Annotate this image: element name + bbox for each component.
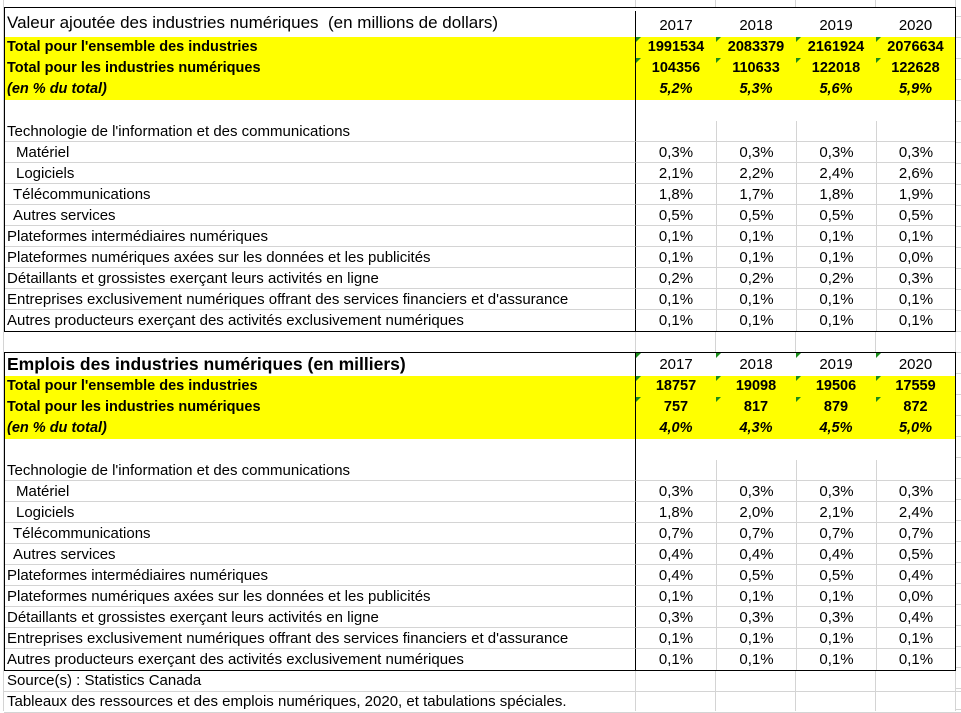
error-indicator-icon	[636, 37, 641, 42]
row-label[interactable]: Détaillants et grossistes exerçant leurs activités en ligne	[5, 607, 636, 628]
table-row	[5, 502, 955, 523]
cell-value[interactable]: 0,7%	[716, 523, 796, 544]
cell-value: 17559	[895, 378, 936, 394]
cell-value: 18757	[655, 378, 697, 394]
cell-value[interactable]: 0,1%	[636, 586, 716, 607]
section-label[interactable]: Technologie de l'information et des communications	[5, 121, 636, 142]
cell-value[interactable]: 5,0%	[898, 420, 933, 436]
row-label[interactable]: (en % du total)	[5, 79, 636, 100]
row-label[interactable]: Télécommunications	[5, 523, 636, 544]
empty-cell[interactable]	[716, 460, 796, 481]
table-title[interactable]: Emplois des industries numériques (en milliers)	[5, 353, 636, 376]
empty-cell[interactable]	[636, 100, 716, 121]
error-indicator-icon	[636, 353, 641, 358]
cell-value[interactable]: 2,0%	[716, 502, 796, 523]
error-indicator-icon	[876, 376, 881, 381]
error-indicator-icon	[876, 37, 881, 42]
cell[interactable]	[796, 37, 876, 58]
cell-value[interactable]: 0,3%	[876, 142, 955, 163]
cell-value[interactable]: 0,3%	[636, 607, 716, 628]
cell[interactable]	[716, 37, 796, 58]
cell-value[interactable]: 2,4%	[876, 502, 955, 523]
empty-cell[interactable]	[876, 439, 955, 460]
cell-value[interactable]: 0,7%	[636, 523, 716, 544]
table-row	[5, 628, 955, 649]
cell-value[interactable]: 0,1%	[796, 289, 876, 310]
cell-value[interactable]: 1,8%	[636, 502, 716, 523]
cell-value[interactable]: 0,3%	[796, 142, 876, 163]
cell-value[interactable]: 5,3%	[739, 81, 773, 97]
cell-value[interactable]: 0,1%	[876, 310, 955, 331]
section-row	[5, 121, 955, 142]
table-row	[5, 247, 955, 268]
cell-value[interactable]: 0,3%	[716, 607, 796, 628]
cell-value[interactable]: 0,1%	[796, 226, 876, 247]
cell-value[interactable]: 2,1%	[636, 163, 716, 184]
cell-value[interactable]: 2,6%	[876, 163, 955, 184]
year-label: 2017	[659, 356, 693, 373]
empty-cell[interactable]	[796, 100, 876, 121]
empty-row	[5, 439, 955, 460]
cell-value: 19098	[735, 378, 777, 394]
cell-value[interactable]: 0,4%	[636, 544, 716, 565]
cell[interactable]	[796, 58, 876, 79]
table-row	[5, 184, 955, 205]
percent-row	[5, 418, 955, 439]
table-row	[5, 205, 955, 226]
cell-value[interactable]: 0,3%	[716, 481, 796, 502]
cell-value[interactable]: 0,3%	[636, 142, 716, 163]
row-label[interactable]: Logiciels	[5, 502, 636, 523]
cell-value[interactable]: 0,0%	[876, 247, 955, 268]
cell-value[interactable]: 2,2%	[716, 163, 796, 184]
cell-value[interactable]: 0,5%	[716, 205, 796, 226]
error-indicator-icon	[716, 58, 721, 63]
cell-value[interactable]: 4,3%	[739, 420, 773, 436]
empty-cell[interactable]	[716, 439, 796, 460]
empty-cell[interactable]	[716, 121, 796, 142]
table-header-row	[5, 8, 955, 37]
error-indicator-icon	[876, 397, 881, 402]
cell[interactable]	[636, 58, 716, 79]
cell-value[interactable]: 0,1%	[796, 649, 876, 670]
year-label: 2019	[819, 356, 853, 373]
empty-row	[5, 100, 955, 121]
row-label[interactable]: Entreprises exclusivement numériques offrant des services financiers et d'assurance	[5, 289, 636, 310]
row-label[interactable]: Autres services	[5, 544, 636, 565]
table-row	[5, 289, 955, 310]
cell-value[interactable]: 0,4%	[876, 565, 955, 586]
cell-value[interactable]: 1,8%	[796, 184, 876, 205]
cell[interactable]	[876, 397, 955, 418]
year-header[interactable]: 2019	[819, 17, 853, 34]
table-row	[5, 586, 955, 607]
empty-cell[interactable]	[876, 121, 955, 142]
empty-cell[interactable]	[636, 121, 716, 142]
cell-value[interactable]: 0,1%	[636, 628, 716, 649]
table-row	[5, 565, 955, 586]
error-indicator-icon	[636, 397, 641, 402]
cell-value[interactable]: 1,8%	[636, 184, 716, 205]
cell-value: 122018	[811, 60, 861, 76]
cell-value[interactable]: 0,1%	[716, 649, 796, 670]
table-row	[5, 163, 955, 184]
cell[interactable]	[876, 58, 955, 79]
cell-value[interactable]: 0,1%	[796, 586, 876, 607]
cell-value[interactable]: 2,1%	[796, 502, 876, 523]
row-label[interactable]: Matériel	[5, 481, 636, 502]
row-label[interactable]: Autres producteurs exerçant des activités exclusivement numériques	[5, 649, 636, 670]
row-label[interactable]: Logiciels	[5, 163, 636, 184]
row-label[interactable]: Matériel	[5, 142, 636, 163]
cell-value[interactable]: 0,3%	[796, 607, 876, 628]
cell-value: 2161924	[807, 39, 865, 55]
row-label[interactable]: (en % du total)	[5, 418, 636, 439]
table-row	[5, 481, 955, 502]
error-indicator-icon	[716, 37, 721, 42]
cell-value[interactable]: 4,0%	[659, 420, 693, 436]
cell-value[interactable]: 1,9%	[876, 184, 955, 205]
section-label[interactable]: Technologie de l'information et des communications	[5, 460, 636, 481]
empty-cell[interactable]	[796, 121, 876, 142]
employment-table	[4, 352, 956, 671]
cell-value[interactable]: 0,1%	[636, 289, 716, 310]
error-indicator-icon	[796, 376, 801, 381]
empty-cell[interactable]	[636, 439, 716, 460]
error-indicator-icon	[796, 397, 801, 402]
cell-value[interactable]: 0,4%	[796, 544, 876, 565]
cell[interactable]	[716, 376, 796, 397]
cell-value[interactable]: 0,1%	[716, 247, 796, 268]
row-label[interactable]: Total pour l'ensemble des industries	[5, 37, 636, 58]
year-label: 2018	[739, 356, 773, 373]
cell-value[interactable]: 0,1%	[716, 310, 796, 331]
error-indicator-icon	[716, 376, 721, 381]
cell-value[interactable]: 0,3%	[876, 481, 955, 502]
cell-value[interactable]: 0,7%	[876, 523, 955, 544]
cell-value[interactable]: 0,1%	[636, 226, 716, 247]
cell-value[interactable]: 0,1%	[716, 628, 796, 649]
empty-cell[interactable]	[796, 460, 876, 481]
cell[interactable]	[876, 37, 955, 58]
cell-value[interactable]: 0,1%	[796, 310, 876, 331]
percent-row	[5, 79, 955, 100]
cell-value[interactable]: 0,3%	[796, 481, 876, 502]
cell-value[interactable]: 0,1%	[796, 247, 876, 268]
row-label[interactable]: Plateformes numériques axées sur les données et les publicités	[5, 586, 636, 607]
empty-cell[interactable]	[5, 100, 636, 121]
cell[interactable]	[636, 397, 716, 418]
cell-value[interactable]: 0,1%	[876, 226, 955, 247]
cell[interactable]	[636, 37, 716, 58]
cell-value[interactable]: 0,1%	[876, 289, 955, 310]
cell[interactable]	[796, 376, 876, 397]
table-header-row	[5, 353, 955, 376]
empty-cell[interactable]	[876, 460, 955, 481]
row-label[interactable]: Plateformes intermédiaires numériques	[5, 226, 636, 247]
cell-value[interactable]: 0,3%	[636, 481, 716, 502]
cell-value[interactable]: 0,5%	[796, 205, 876, 226]
cell-value[interactable]: 0,2%	[716, 268, 796, 289]
cell-value[interactable]: 5,2%	[659, 81, 693, 97]
cell-value: 1991534	[647, 39, 705, 55]
error-indicator-icon	[876, 353, 881, 358]
empty-cell[interactable]	[796, 439, 876, 460]
year-header[interactable]	[716, 353, 796, 376]
cell[interactable]	[716, 397, 796, 418]
row-label[interactable]: Total pour les industries numériques	[5, 397, 636, 418]
year-header[interactable]: 2017	[659, 17, 693, 34]
total-row	[5, 397, 955, 418]
cell-value: 817	[743, 399, 769, 415]
cell-value: 757	[663, 399, 689, 415]
empty-cell[interactable]	[876, 100, 955, 121]
cell[interactable]	[716, 58, 796, 79]
cell-value[interactable]: 5,9%	[898, 81, 933, 97]
row-label[interactable]: Plateformes numériques axées sur les données et les publicités	[5, 247, 636, 268]
cell-value[interactable]: 0,2%	[636, 268, 716, 289]
cell-value[interactable]: 1,7%	[716, 184, 796, 205]
empty-cell[interactable]	[5, 439, 636, 460]
cell-value[interactable]: 0,1%	[636, 247, 716, 268]
total-row	[5, 37, 955, 58]
cell-value[interactable]: 0,1%	[716, 586, 796, 607]
cell-value[interactable]: 0,4%	[716, 544, 796, 565]
source-detail-note[interactable]: Tableaux des ressources et des emplois numériques, 2020, et tabulations spéciales.	[4, 692, 961, 713]
error-indicator-icon	[796, 37, 801, 42]
section-row	[5, 460, 955, 481]
cell-value[interactable]: 2,4%	[796, 163, 876, 184]
cell-value[interactable]: 0,5%	[876, 205, 955, 226]
table-row	[5, 649, 955, 670]
cell-value[interactable]: 0,5%	[876, 544, 955, 565]
table-row	[5, 310, 955, 331]
cell[interactable]	[796, 397, 876, 418]
cell-value[interactable]: 4,5%	[819, 420, 853, 436]
cell-value[interactable]: 0,3%	[876, 268, 955, 289]
row-label[interactable]: Autres producteurs exerçant des activités exclusivement numériques	[5, 310, 636, 331]
cell-value[interactable]: 0,5%	[796, 565, 876, 586]
cell-value: 122628	[891, 60, 940, 76]
cell[interactable]	[876, 376, 955, 397]
total-row	[5, 376, 955, 397]
table-row	[5, 268, 955, 289]
table-row	[5, 607, 955, 628]
row-label[interactable]: Télécommunications	[5, 184, 636, 205]
value-added-table	[4, 7, 956, 332]
cell-value: 104356	[651, 60, 701, 76]
year-header[interactable]: 2020	[898, 17, 933, 34]
error-indicator-icon	[636, 376, 641, 381]
cell-value[interactable]: 0,1%	[716, 289, 796, 310]
table-row	[5, 523, 955, 544]
year-header[interactable]	[796, 353, 876, 376]
error-indicator-icon	[796, 58, 801, 63]
cell-value[interactable]: 0,1%	[658, 312, 694, 329]
cell-value[interactable]: 0,1%	[716, 226, 796, 247]
error-indicator-icon	[716, 353, 721, 358]
table-row	[5, 142, 955, 163]
total-row	[5, 58, 955, 79]
cell-value[interactable]: 0,7%	[796, 523, 876, 544]
cell-value[interactable]: 0,5%	[716, 565, 796, 586]
error-indicator-icon	[636, 58, 641, 63]
cell-value: 110633	[732, 60, 780, 76]
row-label[interactable]: Autres services	[5, 205, 636, 226]
row-label[interactable]: Total pour les industries numériques	[5, 58, 636, 79]
table-row	[5, 544, 955, 565]
cell-value[interactable]: 0,1%	[876, 649, 955, 670]
cell-value[interactable]: 5,6%	[819, 81, 853, 97]
row-label[interactable]: Total pour l'ensemble des industries	[5, 376, 636, 397]
error-indicator-icon	[876, 58, 881, 63]
cell-value[interactable]: 0,2%	[796, 268, 876, 289]
error-indicator-icon	[796, 353, 801, 358]
error-indicator-icon	[716, 397, 721, 402]
cell-value[interactable]: 0,3%	[716, 142, 796, 163]
table-title[interactable]: Valeur ajoutée des industries numériques (en millions de dollars)	[5, 11, 636, 37]
source-note[interactable]: Source(s) : Statistics Canada	[4, 671, 961, 692]
cell-value[interactable]: 0,4%	[876, 607, 955, 628]
empty-cell[interactable]	[716, 100, 796, 121]
year-label: 2020	[898, 356, 933, 373]
row-label[interactable]: Détaillants et grossistes exerçant leurs activités en ligne	[5, 268, 636, 289]
table-row	[5, 226, 955, 247]
cell-value[interactable]: 0,1%	[796, 628, 876, 649]
cell-value[interactable]: 0,1%	[658, 651, 694, 668]
cell-value[interactable]: 0,1%	[876, 628, 955, 649]
empty-cell[interactable]	[636, 460, 716, 481]
cell-value: 879	[823, 399, 849, 415]
year-header[interactable]: 2018	[739, 17, 773, 34]
row-label[interactable]: Plateformes intermédiaires numériques	[5, 565, 636, 586]
cell-value[interactable]: 0,0%	[876, 586, 955, 607]
cell-value: 19506	[815, 378, 857, 394]
row-label[interactable]: Entreprises exclusivement numériques offrant des services financiers et d'assurance	[5, 628, 636, 649]
cell-value: 2083379	[727, 39, 785, 55]
year-header[interactable]	[636, 353, 716, 376]
cell-value: 2076634	[887, 39, 944, 55]
cell-value[interactable]: 0,4%	[636, 565, 716, 586]
cell-value[interactable]: 0,5%	[636, 205, 716, 226]
cell-value: 872	[903, 399, 928, 415]
cell[interactable]	[636, 376, 716, 397]
year-header[interactable]	[876, 353, 955, 376]
